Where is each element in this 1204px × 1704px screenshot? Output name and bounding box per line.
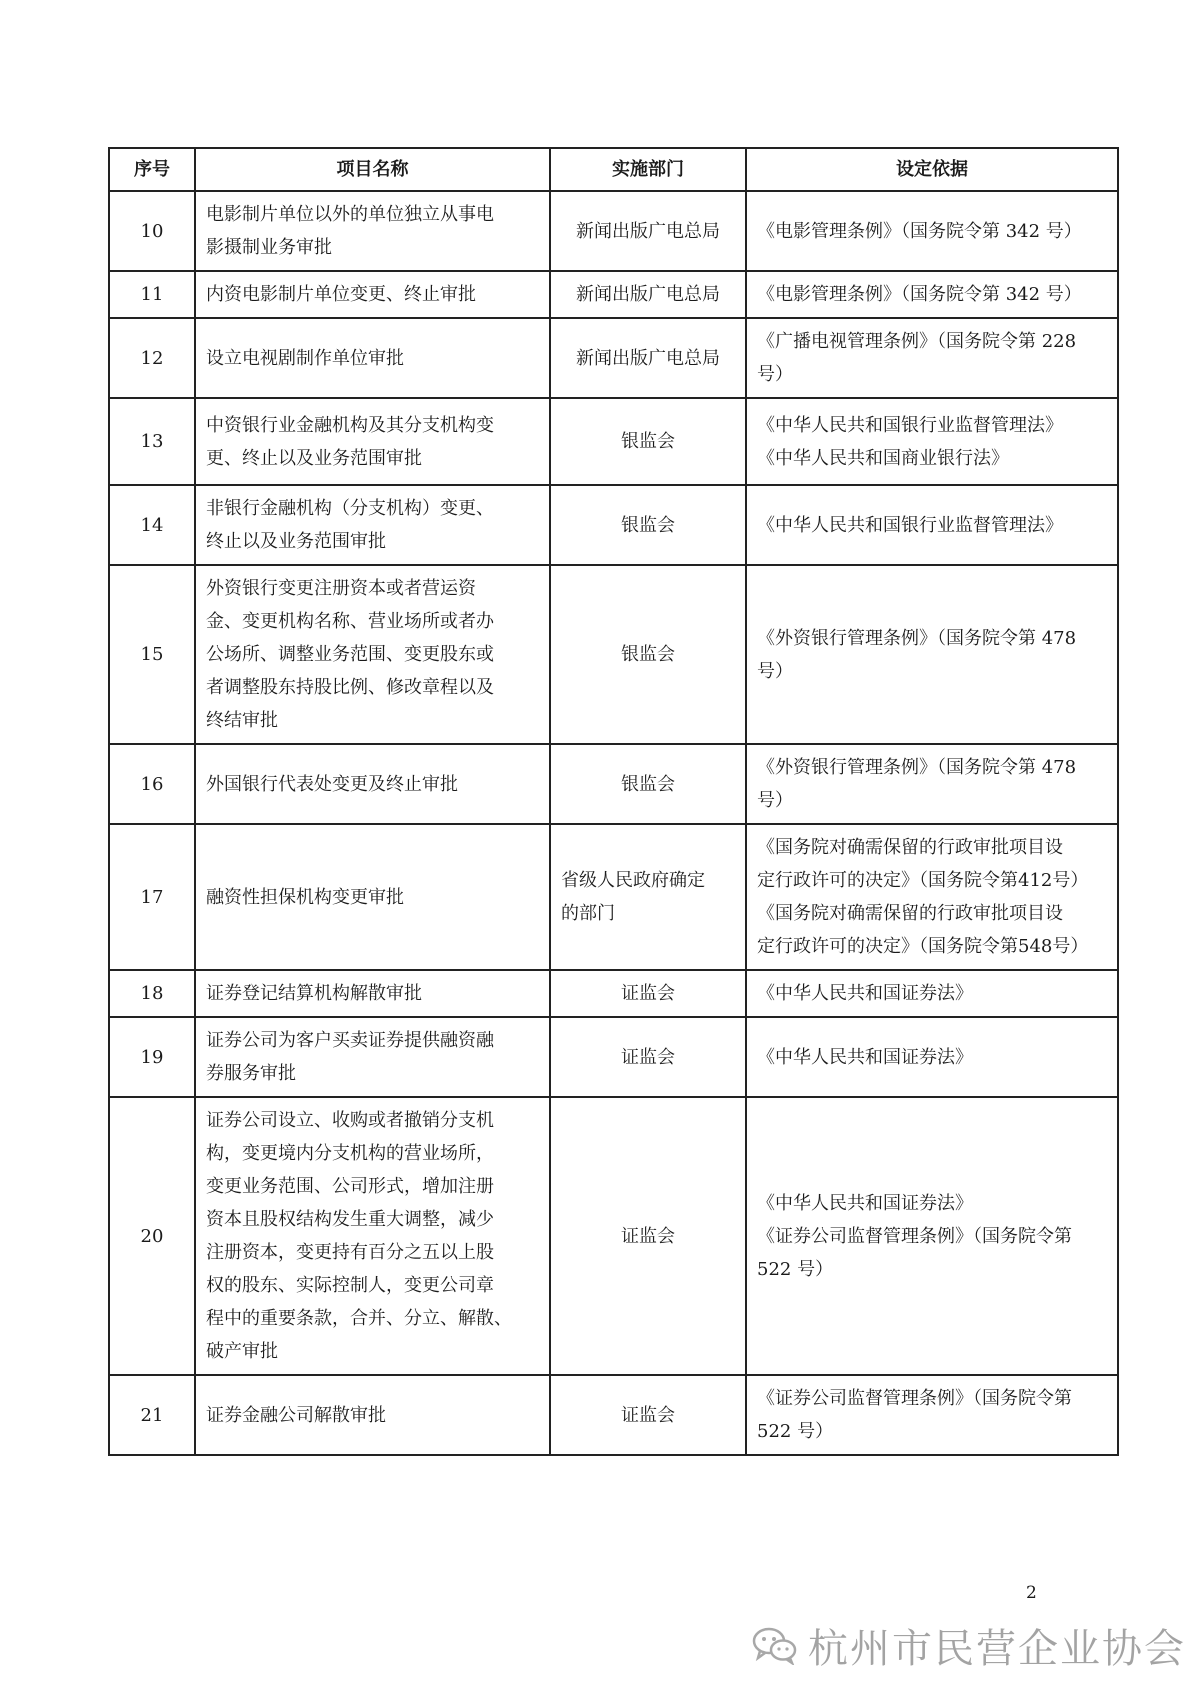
cell-no: 21 [109, 1375, 195, 1455]
cell-no: 19 [109, 1017, 195, 1097]
cell-name [195, 824, 550, 970]
cell-name-line: 公场所、调整业务范围、变更股东或 [206, 644, 494, 665]
table-row [109, 1017, 1118, 1097]
cell-dept-line: 银监会 [621, 644, 675, 665]
cell-dept [550, 398, 746, 485]
page-number: 2 [1026, 1583, 1037, 1603]
cell-dept [550, 271, 746, 318]
cell-name-line: 券服务审批 [206, 1063, 296, 1084]
cell-basis-line: 《电影管理条例》（国务院令第 342 号） [757, 220, 1082, 242]
cell-basis-line: 《国务院对确需保留的行政审批项目设 [757, 837, 1063, 858]
cell-name-line: 注册资本，变更持有百分之五以上股 [206, 1242, 494, 1263]
cell-dept [550, 1375, 746, 1455]
cell-name-line: 程中的重要条款，合并、分立、解散、 [206, 1308, 512, 1329]
table-row [109, 824, 1118, 970]
cell-no: 12 [109, 318, 195, 398]
cell-basis [746, 1017, 1118, 1097]
cell-basis [746, 318, 1118, 398]
cell-basis-line: 《外资银行管理条例》（国务院令第 478 [757, 627, 1077, 649]
cell-name-line: 者调整股东持股比例、修改章程以及 [206, 677, 494, 698]
cell-basis-line: 《电影管理条例》（国务院令第 342 号） [757, 284, 1082, 305]
cell-name-line: 破产审批 [206, 1341, 278, 1362]
cell-name [195, 398, 550, 485]
cell-basis [746, 1375, 1118, 1455]
cell-dept-line: 证监会 [621, 1225, 675, 1247]
cell-basis-line: 522 号） [757, 1258, 834, 1280]
table-row [109, 970, 1118, 1017]
table-row [109, 744, 1118, 824]
cell-basis [746, 565, 1118, 744]
cell-dept-line: 证监会 [621, 983, 675, 1004]
cell-name [195, 1375, 550, 1455]
cell-dept-line: 银监会 [621, 773, 675, 795]
cell-name [195, 318, 550, 398]
cell-name-line: 外国银行代表处变更及终止审批 [206, 773, 458, 795]
cell-name-line: 影摄制业务审批 [206, 237, 332, 258]
cell-dept [550, 485, 746, 565]
cell-no: 17 [109, 824, 195, 970]
table-header-row [109, 148, 1118, 191]
cell-dept-line: 新闻出版广电总局 [576, 220, 720, 242]
cell-name-line: 证券金融公司解散审批 [206, 1404, 386, 1426]
cell-basis [746, 191, 1118, 271]
cell-basis [746, 824, 1118, 970]
table-body [109, 191, 1118, 1455]
cell-dept-line: 证监会 [621, 1046, 675, 1068]
table-row [109, 565, 1118, 744]
cell-basis-line: 《证券公司监督管理条例》（国务院令第 [757, 1225, 1072, 1247]
cell-dept-line: 证监会 [621, 1404, 675, 1426]
cell-name-line: 内资电影制片单位变更、终止审批 [206, 284, 476, 305]
cell-basis-line: 《中华人民共和国银行业监督管理法》 [757, 514, 1063, 536]
cell-basis-line: 号） [757, 660, 793, 682]
cell-name-line: 融资性担保机构变更审批 [206, 886, 404, 908]
header-name: 项目名称 [195, 148, 550, 191]
header-basis: 设定依据 [746, 148, 1118, 191]
header-dept: 实施部门 [550, 148, 746, 191]
cell-name-line: 非银行金融机构（分支机构）变更、 [206, 498, 494, 519]
cell-basis-line: 《中华人民共和国银行业监督管理法》 [757, 414, 1063, 436]
table-row [109, 398, 1118, 485]
cell-basis-line: 522 号） [757, 1421, 834, 1442]
cell-basis-line: 定行政许可的决定》（国务院令第412号） [757, 870, 1089, 891]
cell-name-line: 资本且股权结构发生重大调整，减少 [206, 1209, 494, 1230]
cell-no: 14 [109, 485, 195, 565]
cell-dept-line: 的部门 [561, 903, 615, 924]
cell-dept [550, 565, 746, 744]
cell-basis-line: 《证券公司监督管理条例》（国务院令第 [757, 1388, 1072, 1409]
cell-basis [746, 485, 1118, 565]
approval-items-table [108, 147, 1119, 1456]
cell-basis [746, 744, 1118, 824]
cell-dept-line: 新闻出版广电总局 [576, 284, 720, 305]
cell-basis-line: 《国务院对确需保留的行政审批项目设 [757, 903, 1063, 924]
watermark-text: 杭州市民营企业协会 [808, 1625, 1186, 1672]
cell-name-line: 变更业务范围、公司形式，增加注册 [206, 1176, 494, 1197]
cell-basis-line: 《外资银行管理条例》（国务院令第 478 [757, 757, 1077, 778]
cell-name-line: 证券公司为客户买卖证券提供融资融 [206, 1030, 494, 1051]
cell-name-line: 设立电视剧制作单位审批 [206, 347, 404, 369]
cell-no: 18 [109, 970, 195, 1017]
cell-basis [746, 398, 1118, 485]
table-row [109, 1097, 1118, 1375]
cell-basis [746, 970, 1118, 1017]
cell-basis-line: 号） [757, 364, 793, 385]
table-row [109, 485, 1118, 565]
watermark [752, 1620, 1186, 1670]
cell-dept [550, 1017, 746, 1097]
header-no: 序号 [109, 148, 195, 191]
table-row [109, 191, 1118, 271]
cell-name [195, 970, 550, 1017]
cell-dept [550, 970, 746, 1017]
table-row [109, 318, 1118, 398]
cell-basis-line: 定行政许可的决定》（国务院令第548号） [757, 936, 1089, 957]
cell-name-line: 电影制片单位以外的单位独立从事电 [206, 204, 494, 225]
cell-no: 13 [109, 398, 195, 485]
cell-basis [746, 1097, 1118, 1375]
cell-name [195, 1017, 550, 1097]
cell-basis-line: 《广播电视管理条例》（国务院令第 228 [757, 331, 1077, 352]
cell-name-line: 构，变更境内分支机构的营业场所， [206, 1143, 494, 1164]
cell-name-line: 外资银行变更注册资本或者营运资 [206, 578, 476, 599]
cell-name [195, 565, 550, 744]
cell-no: 20 [109, 1097, 195, 1375]
cell-no: 10 [109, 191, 195, 271]
cell-no: 15 [109, 565, 195, 744]
cell-name-line: 证券公司设立、收购或者撤销分支机 [206, 1110, 494, 1131]
table-row [109, 1375, 1118, 1455]
cell-name-line: 权的股东、实际控制人，变更公司章 [206, 1275, 494, 1296]
cell-basis-line: 号） [757, 790, 793, 811]
cell-no: 16 [109, 744, 195, 824]
cell-basis-line: 《中华人民共和国证券法》 [757, 1046, 973, 1068]
cell-name-line: 终结审批 [206, 710, 278, 731]
cell-name-line: 更、终止以及业务范围审批 [206, 447, 422, 469]
cell-dept [550, 1097, 746, 1375]
cell-name-line: 中资银行业金融机构及其分支机构变 [206, 414, 494, 436]
cell-name [195, 191, 550, 271]
cell-basis-line: 《中华人民共和国证券法》 [757, 1192, 973, 1214]
cell-name-line: 证券登记结算机构解散审批 [206, 983, 422, 1004]
cell-dept [550, 744, 746, 824]
wechat-icon [752, 1625, 798, 1665]
cell-dept [550, 318, 746, 398]
cell-name [195, 271, 550, 318]
cell-dept-line: 省级人民政府确定 [561, 870, 705, 891]
cell-name-line: 金、变更机构名称、营业场所或者办 [206, 611, 494, 632]
cell-name [195, 485, 550, 565]
cell-basis-line: 《中华人民共和国证券法》 [757, 983, 973, 1004]
cell-basis [746, 271, 1118, 318]
cell-name [195, 744, 550, 824]
cell-dept [550, 191, 746, 271]
cell-name-line: 终止以及业务范围审批 [206, 531, 386, 552]
cell-dept-line: 银监会 [621, 514, 675, 536]
cell-dept [550, 824, 746, 970]
cell-no: 11 [109, 271, 195, 318]
cell-basis-line: 《中华人民共和国商业银行法》 [757, 447, 1009, 469]
cell-dept-line: 新闻出版广电总局 [576, 347, 720, 369]
table-row [109, 271, 1118, 318]
cell-dept-line: 银监会 [621, 431, 675, 452]
cell-name [195, 1097, 550, 1375]
